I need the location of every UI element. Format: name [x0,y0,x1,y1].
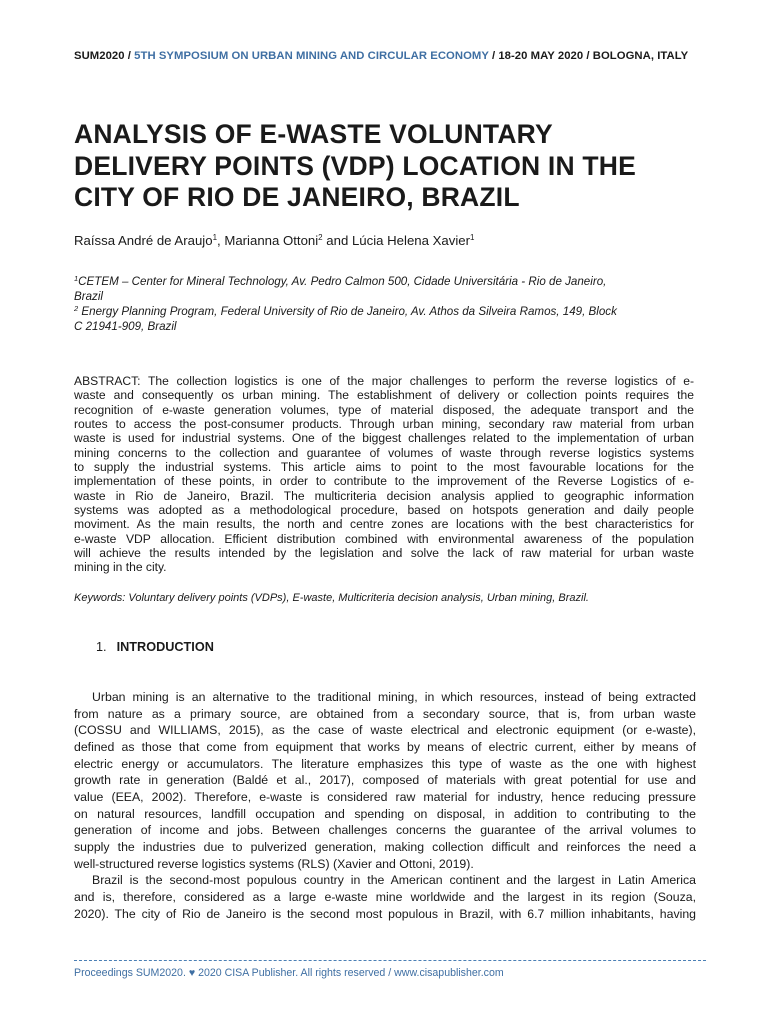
paper-title [74,119,714,214]
title-line: ANALYSIS OF E-WASTE VOLUNTARY [74,119,553,149]
author-name: Raíssa André de Araujo [74,233,213,248]
body-line: defined as those that come from equipment that works by means of electric current, either by means of [74,739,696,754]
body-line: growth rate in generation (Baldé et al., 2017), composed of materials with great potential for use and [74,773,696,788]
body-line: supply the industries due to pulverized generation, making collection difficult and reinforces the need a [74,839,696,854]
affiliation-2 [74,304,694,334]
footer-divider [74,960,706,961]
abstract-line: systems was adopted as a methodological procedure, based on hotspots generation and daily people [74,503,694,518]
author-separator: and [322,233,352,248]
body-line: 2020). The city of Rio de Janeiro is the second most populous in Brazil, with 6.7 million inhabitants, having [74,906,696,921]
body-line: Urban mining is an alternative to the traditional mining, in which resources, instead of being extracted [92,690,696,704]
section-number: 1. [96,640,107,654]
abstract-line: e-waste VDP allocation. Efficient distribution combined with environmental awareness of the population [74,531,694,546]
author-affiliation-mark: 1 [212,233,218,242]
abstract-line: ABSTRACT: The collection logistics is one of the major challenges to perform the reverse logistics of e- [74,374,694,388]
author-name: Marianna Ottoni [224,233,319,248]
keywords: Keywords: Voluntary delivery points (VDPs), E-waste, Multicriteria decision analysis, Urban mining, Brazil. [74,592,589,604]
affiliation-mark: 1 [74,274,79,283]
body-line: Brazil is the second-most populous country in the American continent and the largest in Latin America [92,873,696,888]
section-heading-introduction [96,640,214,654]
section-title: INTRODUCTION [116,640,214,654]
header-symposium-name: 5TH SYMPOSIUM ON URBAN MINING AND CIRCULAR ECONOMY [134,50,489,62]
body-line: value (EEA, 2002). Therefore, e-waste is considered raw material for industry, hence reducing pressure [74,789,696,804]
abstract-line: recognition of e-waste generation volumes, type of material disposed, the adequate transport and the [74,402,694,417]
abstract [74,374,694,575]
affiliation-text: Brazil [74,290,103,304]
author-affiliation-mark: 2 [318,233,323,242]
abstract-line: mining in the city. [74,560,167,575]
author-name: Lúcia Helena Xavier [351,233,470,248]
introduction-body [74,689,696,922]
header-date-location: / 18-20 MAY 2020 / BOLOGNA, ITALY [488,50,689,62]
affiliation-mark: 2 [74,304,79,313]
title-line: DELIVERY POINTS (VDP) LOCATION IN THE [74,150,636,181]
body-line: from nature as a primary source, are obtained from a secondary source, that is, from urban waste [74,706,696,721]
header-conference-code: SUM2020 / [74,50,135,62]
abstract-line: implementation of these points, in order to contribute to the improvement of the Reverse Logistics of e- [74,474,694,489]
body-line: electric energy or accumulators. The literature emphasizes this type of waste as the one with highest [74,756,696,771]
affiliation-text: C 21941-909, Brazil [74,320,177,334]
abstract-line: mining concerns to the collection and guarantee of volumes of waste through reverse logistics systems [74,445,694,460]
affiliation-1 [74,274,694,304]
author-separator: , [217,233,225,248]
footer-copyright: Proceedings SUM2020. ♥ 2020 CISA Publisher. All rights reserved / www.cisapublisher.com [74,967,504,979]
title-line: CITY OF RIO DE JANEIRO, BRAZIL [74,182,520,212]
abstract-line: to supply the industrial systems. This article aims to point to the most favourable locations for the [74,460,694,475]
author-affiliation-mark: 1 [470,233,475,242]
body-line: (COSSU and WILLIAMS, 2015), as the case of waste electrical and electronic equipment (or e-waste), [74,723,696,738]
running-header [74,50,714,62]
author-list [74,233,474,248]
abstract-line: waste and consequently os urban mining. The establishment of delivery or collection points requires the [74,388,694,403]
abstract-line: waste in Rio de Janeiro, Brazil. The multicriteria decision analysis applied to geographic information [74,488,694,503]
affiliation-text: CETEM – Center for Mineral Technology, Av. Pedro Calmon 500, Cidade Universitária - Rio de Janeiro, [78,275,607,288]
affiliation-text: Energy Planning Program, Federal University of Rio de Janeiro, Av. Athos da Silveira Ramos, 149, Block [78,305,617,318]
abstract-line: waste is used for industrial systems. One of the biggest challenges related to the implementation of urban [74,431,694,446]
abstract-line: routes to access the post-consumer products. Through urban mining, secondary raw material from urban [74,417,694,432]
body-line: and is, therefore, considered as a large e-waste mine worldwide and the largest in its region (Souza, [74,889,696,904]
body-line: on natural resources, landfill occupation and spending on disposal, in addition to contributing to the [74,806,696,821]
body-line: well-structured reverse logistics systems (RLS) (Xavier and Ottoni, 2019). [74,856,474,871]
body-line: generation of income and jobs. Between challenges concerns the guarantee of the arrival volumes to [74,823,696,838]
abstract-line: moviment. As the main results, the north and centre zones are locations with the best characteristics for [74,517,694,532]
abstract-line: will achieve the results intended by the legislation and solve the lack of raw material for urban waste [74,546,694,561]
